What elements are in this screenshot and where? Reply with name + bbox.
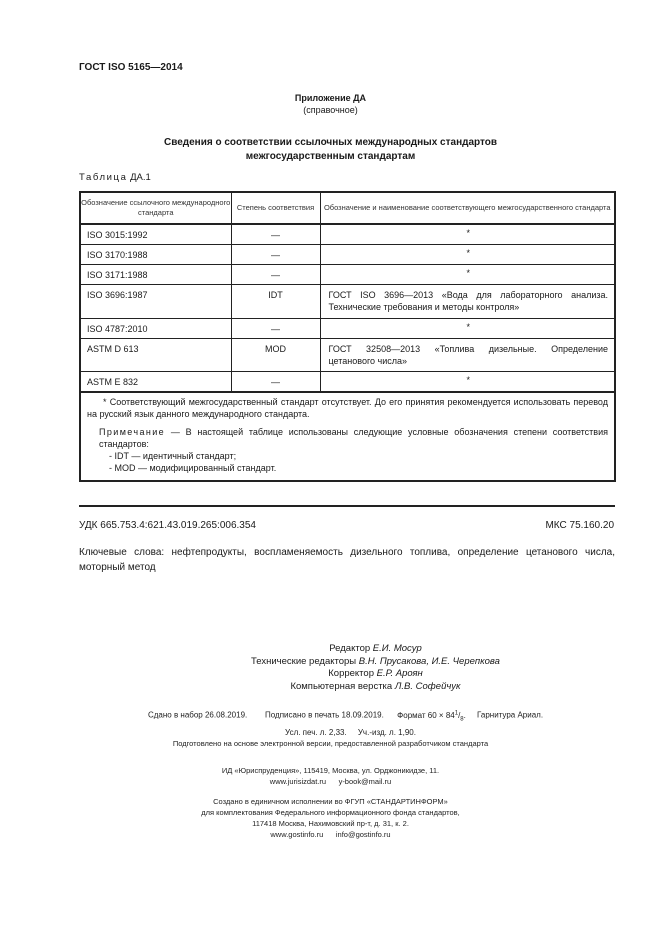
publisher-email-link[interactable]: y-book@mail.ru bbox=[338, 777, 392, 786]
table-row bbox=[80, 319, 615, 339]
note-item-idt: - IDT — идентичный стандарт; bbox=[109, 451, 237, 461]
credit-name: Е.И. Мосур bbox=[372, 643, 422, 654]
publisher-info bbox=[0, 765, 661, 787]
cell-ref: ASTM E 832 bbox=[80, 372, 231, 393]
pub-sheets: Уч.-изд. л. 1,90. bbox=[357, 728, 416, 738]
format-sup: 1 bbox=[454, 710, 459, 716]
credit-name: Е.Р. Ароян bbox=[376, 668, 423, 679]
table-row bbox=[80, 245, 615, 265]
table-caption bbox=[79, 172, 151, 183]
made-line-1: Создано в единичном исполнении во ФГУП «СТАНДАРТИНФОРМ» bbox=[213, 797, 448, 806]
table-header-row bbox=[80, 192, 615, 224]
credit-proofreader bbox=[0, 668, 661, 681]
cell-ref: ISO 3696:1987 bbox=[80, 285, 231, 319]
gostinfo-site-link[interactable]: www.gostinfo.ru bbox=[270, 830, 324, 839]
cell-ref: ISO 3170:1988 bbox=[80, 245, 231, 265]
cell-national: * bbox=[320, 245, 615, 265]
header-national-standard: Обозначение и наименование соответствующего межгосударственного стандарта bbox=[320, 192, 615, 224]
cell-national: * bbox=[320, 265, 615, 285]
udk-code: УДК 665.753.4:621.43.019.265:006.354 bbox=[79, 520, 256, 531]
cell-degree: — bbox=[231, 224, 320, 245]
table-caption-prefix: Таблица bbox=[79, 172, 128, 183]
footer-divider bbox=[79, 505, 615, 507]
format-prefix: Формат 60 × 84 bbox=[397, 710, 455, 720]
keywords: Ключевые слова: нефтепродукты, воспламеняемость дизельного топлива, определение цетанового числа, моторный метод bbox=[79, 547, 615, 573]
table-row bbox=[80, 285, 615, 319]
credit-layout bbox=[0, 681, 661, 694]
cell-national: ГОСТ ISO 3696—2013 «Вода для лабораторного анализа. Технические требования и методы контроля» bbox=[320, 285, 615, 319]
cell-ref: ISO 3171:1988 bbox=[80, 265, 231, 285]
set-date: Сдано в набор 26.08.2019. bbox=[147, 710, 248, 720]
credit-tech-editors bbox=[0, 656, 661, 669]
credits bbox=[0, 643, 661, 693]
publisher-site-link[interactable]: www.jurisizdat.ru bbox=[269, 777, 327, 786]
cell-degree: MOD bbox=[231, 339, 320, 372]
credit-label: Корректор bbox=[328, 668, 374, 679]
table-notes-row bbox=[80, 392, 615, 481]
annex-header bbox=[0, 92, 661, 116]
cell-degree: — bbox=[231, 319, 320, 339]
credit-name: Л.В. Софейчук bbox=[394, 680, 461, 692]
table-note bbox=[87, 426, 608, 450]
table-row bbox=[80, 372, 615, 393]
mks-code: МКС 75.160.20 bbox=[545, 520, 614, 531]
credit-label: Компьютерная верстка bbox=[290, 680, 393, 692]
document-code: ГОСТ ISO 5165—2014 bbox=[79, 62, 183, 73]
table-row bbox=[80, 339, 615, 372]
heading-line-1: Сведения о соответствии ссылочных международных стандартов bbox=[163, 137, 498, 148]
cell-degree: IDT bbox=[231, 285, 320, 319]
publisher-contacts bbox=[0, 776, 661, 787]
print-date: Подписано в печать 18.09.2019. bbox=[265, 710, 384, 720]
credit-name: В.Н. Прусакова, И.Е. Черепкова bbox=[358, 655, 500, 667]
cell-ref: ISO 3015:1992 bbox=[80, 224, 231, 245]
header-degree: Степень соответствия bbox=[231, 192, 320, 224]
table-notes bbox=[80, 392, 615, 481]
cell-degree: — bbox=[231, 372, 320, 393]
note-text: — В настоящей таблице использованы следующие условные обозначения степени соответствия стандартов: bbox=[99, 427, 608, 449]
made-line-3: 117418 Москва, Нахимовский пр-т, д. 31, к. 2. bbox=[252, 819, 409, 828]
note-item-mod: - MOD — модифицированный стандарт. bbox=[109, 463, 277, 473]
cell-degree: — bbox=[231, 265, 320, 285]
section-heading bbox=[0, 136, 661, 164]
cell-degree: — bbox=[231, 245, 320, 265]
made-contacts bbox=[0, 829, 661, 840]
format-sub: 8 bbox=[460, 716, 464, 723]
gostinfo-email-link[interactable]: info@gostinfo.ru bbox=[335, 830, 391, 839]
annex-subtitle: (справочное) bbox=[303, 105, 358, 115]
credit-label: Редактор bbox=[329, 643, 371, 654]
note-label: Примечание bbox=[99, 427, 166, 437]
publication-row-1 bbox=[0, 707, 661, 726]
annex-title: Приложение ДА bbox=[294, 93, 367, 103]
cell-national: ГОСТ 32508—2013 «Топлива дизельные. Определение цетанового числа» bbox=[320, 339, 615, 372]
cell-ref: ISO 4787:2010 bbox=[80, 319, 231, 339]
cell-national: * bbox=[320, 319, 615, 339]
made-line-2: для комплектования Федерального информационного фонда стандартов, bbox=[201, 808, 460, 817]
correspondence-table bbox=[79, 191, 616, 482]
credit-editor bbox=[0, 643, 661, 656]
table-row bbox=[80, 224, 615, 245]
heading-line-2: межгосударственным стандартам bbox=[245, 151, 416, 162]
cell-ref: ASTM D 613 bbox=[80, 339, 231, 372]
header-ref-standard: Обозначение ссылочного международного стандарта bbox=[80, 192, 231, 224]
table-footnote: * Соответствующий межгосударственный стандарт отсутствует. До его принятия рекомендуется использовать перевод на русский язык данного международного стандарта. bbox=[87, 397, 608, 419]
format: Формат $60 \times 84^1/_8$. bbox=[397, 710, 466, 723]
table-caption-number: ДА.1 bbox=[130, 172, 151, 183]
cell-national: * bbox=[320, 372, 615, 393]
prepared-note: Подготовлено на основе электронной версии, предоставленной разработчиком стандарта bbox=[172, 739, 489, 748]
publisher-address: ИД «Юриспруденция», 115419, Москва, ул. Орджоникидзе, 11. bbox=[221, 766, 440, 775]
publication-info bbox=[0, 707, 661, 739]
cell-national: * bbox=[320, 224, 615, 245]
font-info: Гарнитура Ариал. bbox=[477, 710, 544, 720]
table-row bbox=[80, 265, 615, 285]
print-sheets: Усл. печ. л. 2,33. bbox=[285, 728, 347, 738]
credit-label: Технические редакторы bbox=[251, 655, 357, 667]
manufacturer-info bbox=[0, 796, 661, 840]
